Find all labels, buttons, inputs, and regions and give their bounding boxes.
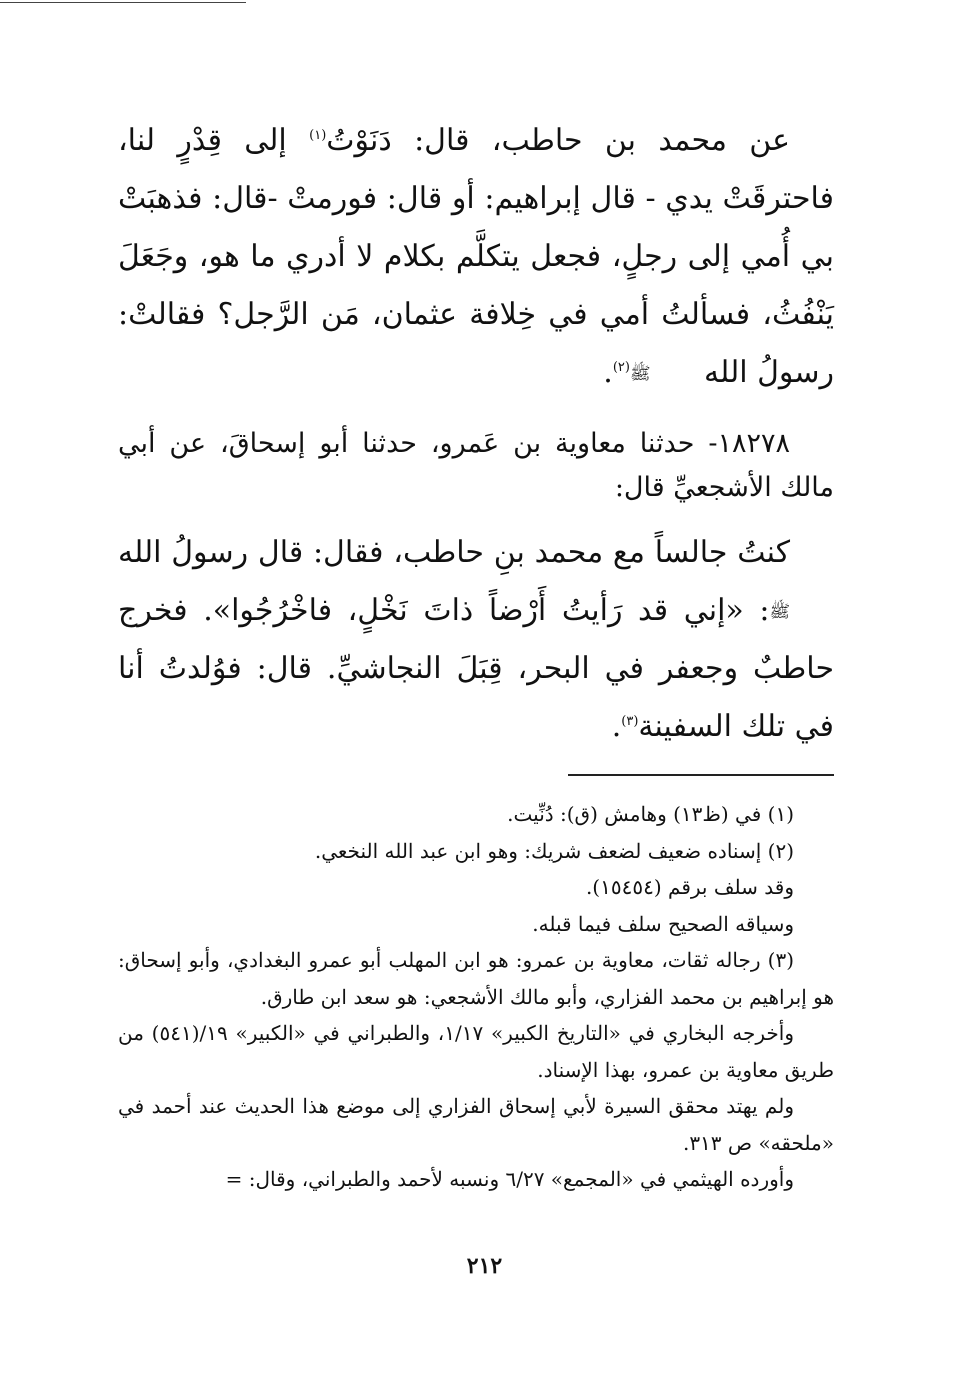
footnote-divider	[568, 774, 834, 776]
hadith-1-end: .	[603, 355, 613, 390]
footnote-ref-2: (٢)	[612, 360, 630, 375]
page-number: ٢١٢	[466, 1253, 503, 1279]
footnotes	[118, 796, 834, 1198]
salawat-glyph: ﷺ	[629, 363, 651, 384]
hadith-text-1	[118, 112, 834, 402]
hadith-2-part-b: : «إني قد رَأيتُ أَرْضاً ذاتَ نَخْلٍ، فاخْرُجُوا». فخرج حاطبٌ وجعفر في البحر، قِبَلَ النجاشيِّ. قال: فوُلدتُ أنا في تلك السفينة	[118, 593, 834, 744]
hadith-text-2	[118, 524, 834, 756]
footnote-ref-3: (٣)	[621, 714, 639, 729]
footnote-1: (١) في (ظ١٣) وهامش (ق): دُنِّيت.	[507, 802, 794, 826]
hadith-2-part-a: كنتُ جالساً مع محمد بنِ حاطب، فقال: قال رسولُ الله	[118, 535, 790, 570]
salawat-glyph-2: ﷺ	[769, 601, 790, 622]
main-text	[118, 112, 834, 756]
footnote-2: (٢) إسناده ضعيف لضعف شريك: وهو ابن عبد الله النخعي.	[314, 838, 794, 863]
top-edge-rule	[0, 2, 246, 3]
footnote-3-para-2: وأخرجه البخاري في «التاريخ الكبير» ١/١٧، والطبراني في «الكبير» ١٩/(٥٤١) من طريق معاوية بن عمرو، بهذا الإسناد.	[118, 1021, 834, 1082]
page-body	[118, 112, 834, 1198]
footnote-2-line-2: وقد سلف برقم (١٥٤٥٤).	[585, 875, 794, 899]
footnote-3: (٣) رجاله ثقات، معاوية بن عمرو: هو ابن المهلب أبو عمرو البغدادي، وأبو إسحاق: هو إبراهيم بن محمد الفزاري، وأبو مالك الأشجعي: هو سعد ابن طارق.	[118, 948, 834, 1009]
hadith-1-part-b: إلى قِدْرٍ لنا، فاحترقَتْ يدي - قال إبراهيم: أو قال: فورمتْ -قال: فذهبَتْ بي أُمي إلى رجلٍ، فجعل يتكلَّم بكلام لا أدري ما هو، وجَعَلَ يَنْفُثُ، فسألتُ أمي في خِلافة عثمان، مَن الرَّجل؟ فقالتْ: رسولُ الله	[118, 123, 834, 390]
hadith-1-part-a: عن محمد بن حاطب، قال: دَنَوْتُ	[326, 123, 790, 158]
hadith-2-end: .	[611, 709, 622, 744]
footnote-3-para-3: ولم يهتد محقق السيرة لأبي إسحاق الفزاري إلى موضع هذا الحديث عند أحمد في «ملحقه» ص ٣١٣.	[118, 1094, 834, 1155]
footnote-3-para-4: وأورده الهيثمي في «المجمع» ٦/٢٧ ونسبه لأحمد والطبراني، وقال: =	[225, 1167, 794, 1191]
hadith-isnad-18278: ١٨٢٧٨- حدثنا معاوية بن عَمرو، حدثنا أبو إسحاقَ، عن أبي مالك الأشجعيِّ قال:	[118, 428, 834, 503]
footnote-2-line-3: وسياقه الصحيح سلف فيما قبله.	[532, 911, 794, 936]
footnote-ref-1: (١)	[309, 128, 327, 143]
